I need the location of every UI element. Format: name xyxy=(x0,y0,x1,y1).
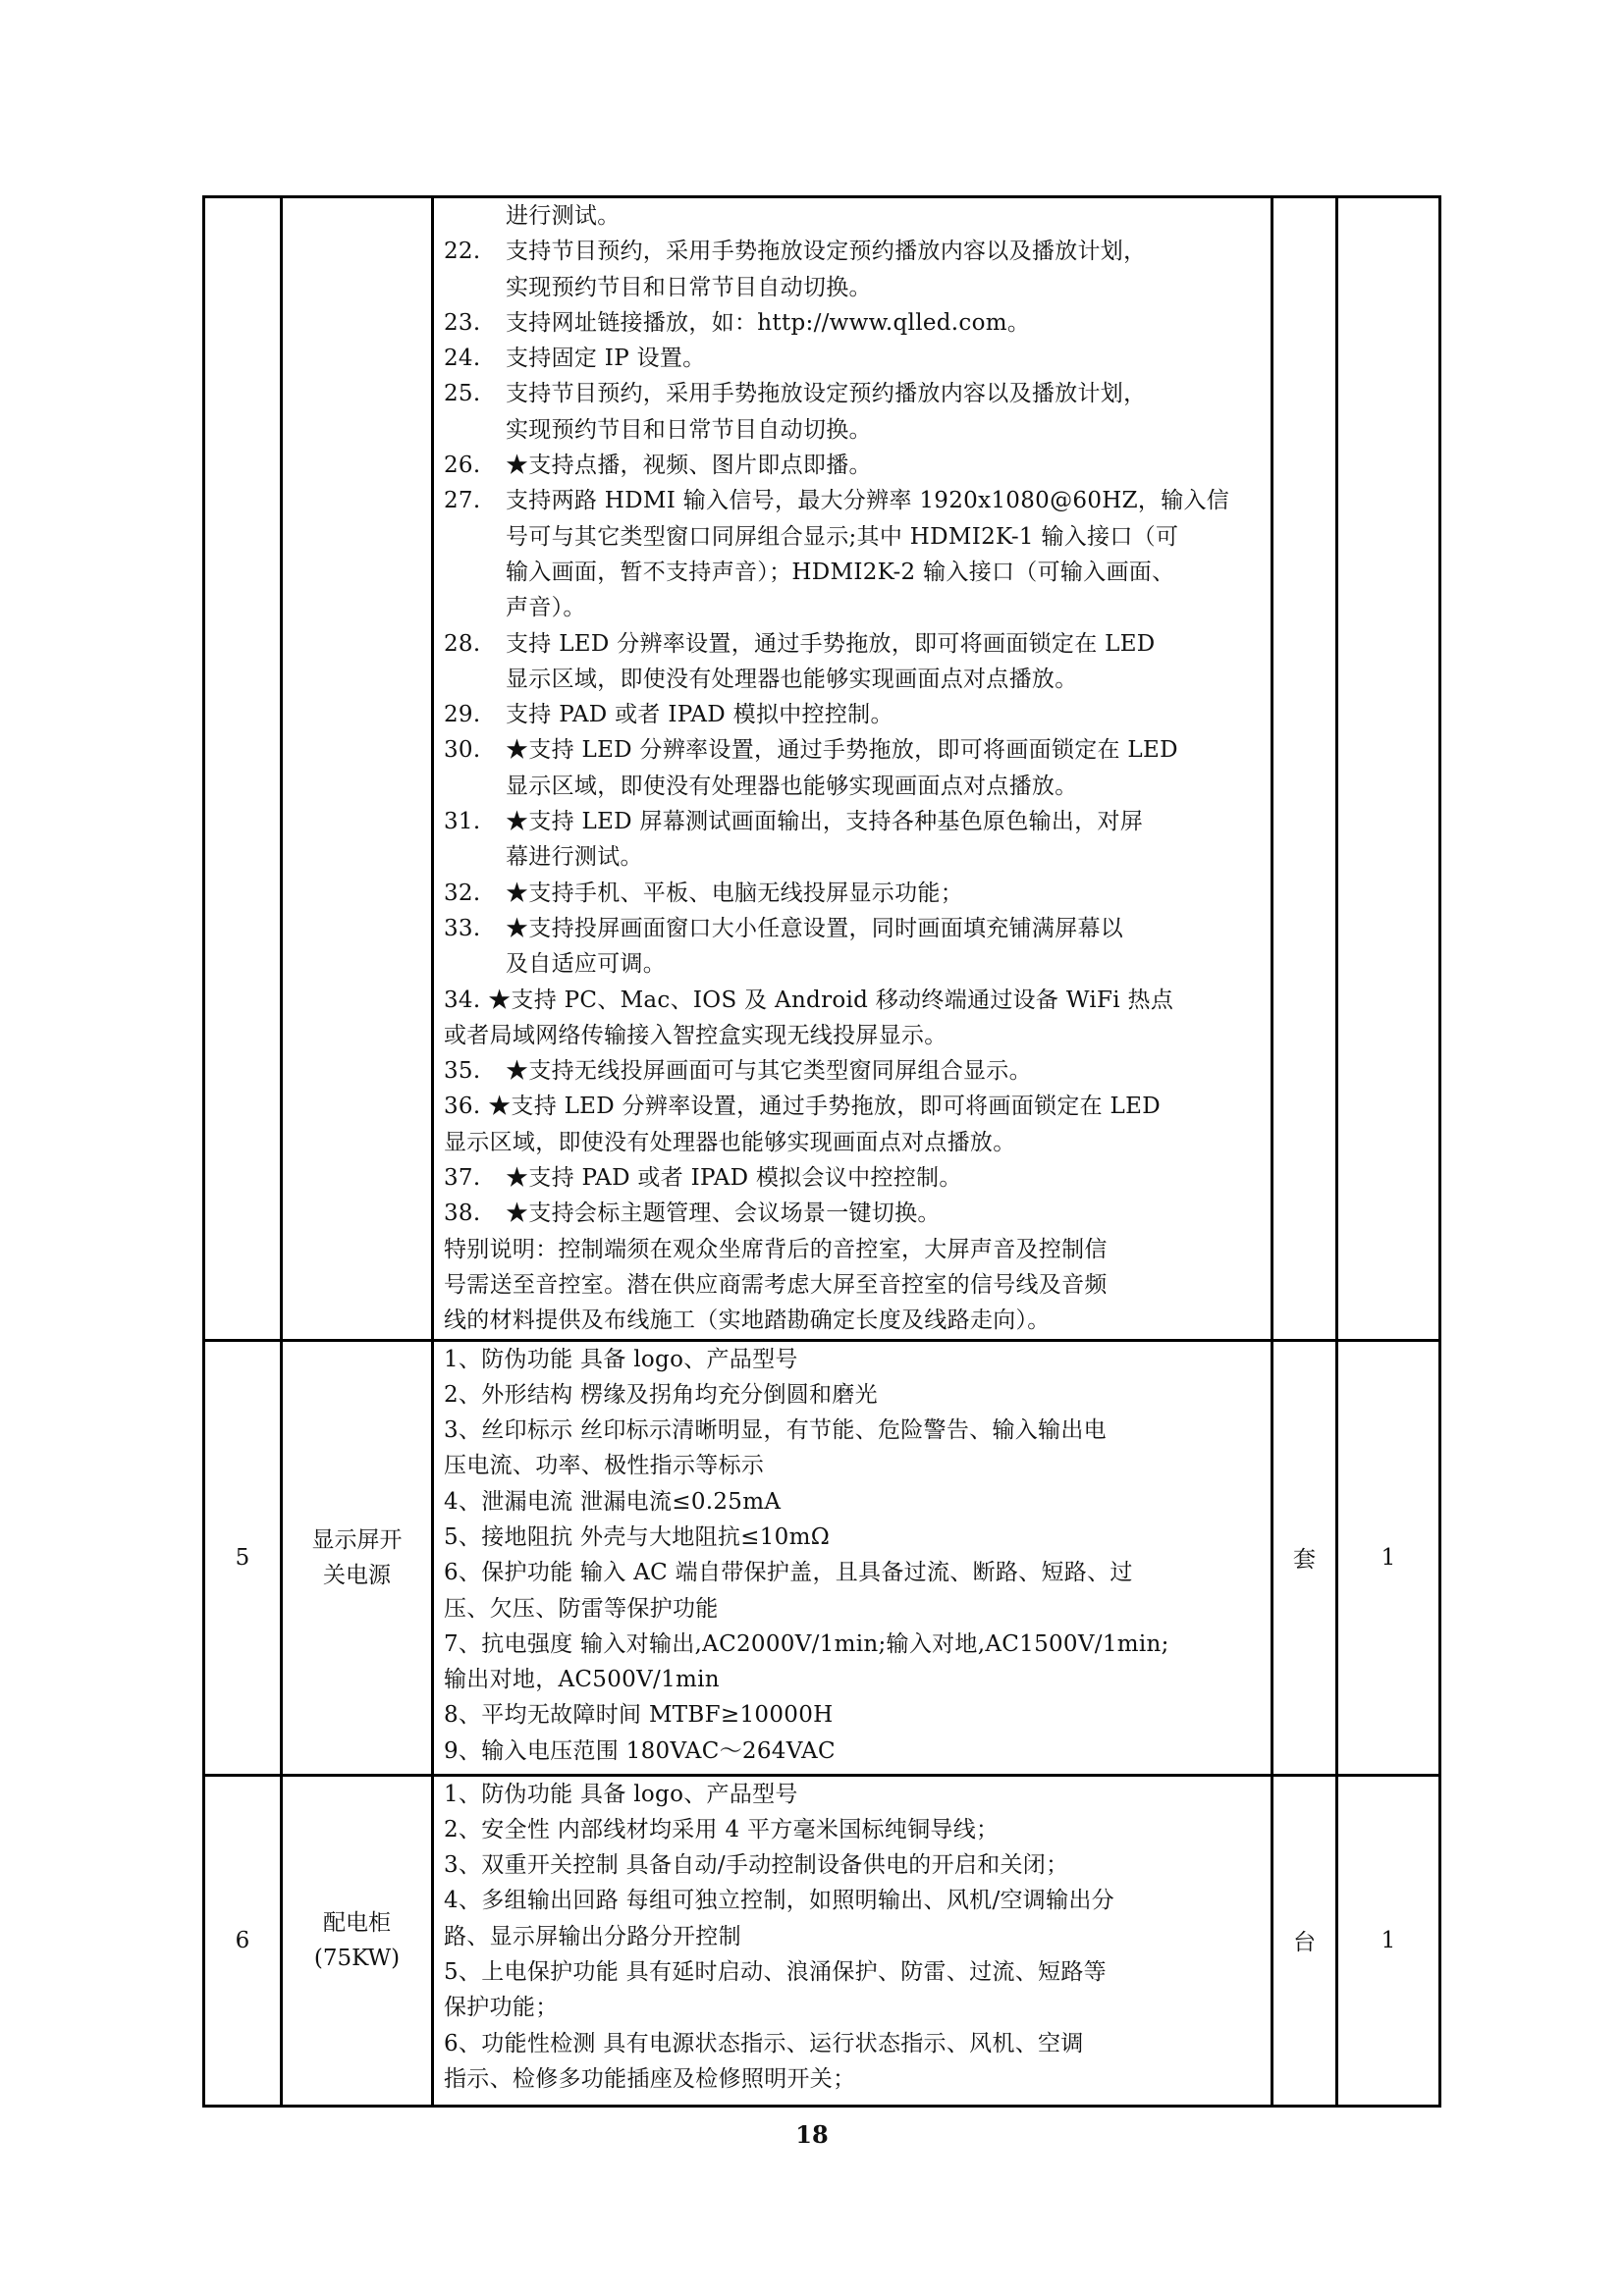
spec-line-text: ★支持手机、平板、电脑无线投屏显示功能； xyxy=(506,880,963,906)
spec-line xyxy=(444,1160,1257,1196)
spec-line-text: 3、丝印标示 丝印标示清晰明显，有节能、危险警告、输入输出电 xyxy=(444,1417,1107,1444)
spec-line-number: 28. xyxy=(444,630,481,657)
spec-line-text: ★支持 LED 分辨率设置，通过手势拖放，即可将画面锁定在 LED xyxy=(506,737,1178,764)
spec-line xyxy=(444,1448,1257,1483)
spec-line-number: 22. xyxy=(444,239,481,265)
spec-line xyxy=(444,1342,1257,1377)
unit-cell xyxy=(1272,197,1337,1341)
spec-line xyxy=(444,1954,1257,1990)
spec-line xyxy=(444,662,1257,697)
spec-line xyxy=(444,911,1257,946)
item-name-line: (75KW) xyxy=(313,1945,401,1971)
spec-line xyxy=(444,2061,1257,2097)
spec-line-text: 输出对地，AC500V/1min xyxy=(444,1667,720,1693)
spec-line-text: 6、保护功能 输入 AC 端自带保护盖，且具备过流、断路、短路、过 xyxy=(444,1560,1133,1586)
qty-cell: 1 xyxy=(1337,1775,1440,2106)
spec-line-text: 号需送至音控室。潜在供应商需考虑大屏至音控室的信号线及音频 xyxy=(444,1271,1108,1298)
spec-line-text: 进行测试。 xyxy=(506,203,621,229)
item-name-line: 关电源 xyxy=(323,1562,391,1588)
spec-line-text: ★支持点播，视频、图片即点即播。 xyxy=(506,453,872,479)
spec-line xyxy=(444,1053,1257,1089)
spec-line-number: 30. xyxy=(444,737,481,764)
spec-line-text: 3、双重开关控制 具备自动/手动控制设备供电的开启和关闭； xyxy=(444,1852,1069,1879)
spec-line xyxy=(444,1812,1257,1847)
spec-line-text: 压、欠压、防雷等保护功能 xyxy=(444,1595,719,1622)
table-row xyxy=(204,1340,1440,1775)
row-number-cell xyxy=(204,197,282,1341)
spec-line-text: 7、抗电强度 输入对输出,AC2000V/1min;输入对地,AC1500V/1min; xyxy=(444,1630,1169,1657)
spec-line-number: 38. xyxy=(444,1201,481,1227)
spec-line-text: 4、泄漏电流 泄漏电流≤0.25mA xyxy=(444,1488,782,1515)
qty-cell: 1 xyxy=(1337,1340,1440,1775)
spec-line xyxy=(444,234,1257,269)
spec-table xyxy=(202,195,1441,2108)
spec-line xyxy=(444,1125,1257,1160)
spec-line-number: 27. xyxy=(444,488,481,514)
page-number: 18 xyxy=(795,2120,829,2149)
spec-line-text: 支持节目预约，采用手势拖放设定预约播放内容以及播放计划， xyxy=(506,239,1147,265)
spec-line-text: 1、防伪功能 具备 logo、产品型号 xyxy=(444,1346,798,1372)
spec-line-text: ★支持投屏画面窗口大小任意设置，同时画面填充铺满屏幕以 xyxy=(506,915,1124,941)
spec-line xyxy=(444,2026,1257,2061)
spec-line xyxy=(444,1413,1257,1448)
spec-line-text: 指示、检修多功能插座及检修照明开关； xyxy=(444,2065,856,2092)
spec-line xyxy=(444,1777,1257,1812)
spec-lines xyxy=(444,198,1257,1339)
spec-line xyxy=(444,1484,1257,1520)
spec-line xyxy=(444,769,1257,804)
spec-line-text: ★支持会标主题管理、会议场景一键切换。 xyxy=(506,1201,941,1227)
spec-line xyxy=(444,1734,1257,1769)
spec-line-text: 5、上电保护功能 具有延时启动、浪涌保护、防雷、过流、短路等 xyxy=(444,1958,1107,1985)
spec-line xyxy=(444,804,1257,839)
spec-line xyxy=(444,1990,1257,2025)
spec-line-text: 支持节目预约，采用手势拖放设定预约播放内容以及播放计划， xyxy=(506,381,1147,407)
spec-line-text: 实现预约节目和日常节目自动切换。 xyxy=(506,416,872,443)
spec-line-text: 支持两路 HDMI 输入信号，最大分辨率 1920x1080@60HZ，输入信 xyxy=(506,488,1230,514)
spec-line xyxy=(444,448,1257,483)
spec-line xyxy=(444,590,1257,625)
spec-line-text: 幕进行测试。 xyxy=(506,844,643,871)
spec-line-text: 5、接地阻抗 外壳与大地阻抗≤10mΩ xyxy=(444,1523,831,1550)
spec-line xyxy=(444,198,1257,234)
spec-line-text: 6、功能性检测 具有电源状态指示、运行状态指示、风机、空调 xyxy=(444,2030,1084,2056)
spec-line-text: 支持固定 IP 设置。 xyxy=(506,346,706,372)
spec-line xyxy=(444,732,1257,768)
spec-line-number: 29. xyxy=(444,702,481,728)
spec-line xyxy=(444,876,1257,911)
spec-line xyxy=(444,1847,1257,1883)
spec-line-text: 显示区域，即使没有处理器也能够实现画面点对点播放。 xyxy=(506,666,1078,692)
item-name-line: 配电柜 xyxy=(323,1909,391,1936)
unit-cell: 台 xyxy=(1272,1775,1337,2106)
spec-line xyxy=(444,1196,1257,1231)
spec-line xyxy=(444,1267,1257,1303)
spec-line-text: 或者局域网络传输接入智控盒实现无线投屏显示。 xyxy=(444,1022,947,1048)
spec-line xyxy=(444,1232,1257,1267)
spec-line-text: 声音）。 xyxy=(506,595,586,621)
spec-line-number: 25. xyxy=(444,381,481,407)
spec-line-text: 34. ★支持 PC、Mac、IOS 及 Android 移动终端通过设备 WiFi 热点 xyxy=(444,987,1174,1013)
spec-line xyxy=(444,1018,1257,1053)
spec-cell xyxy=(433,197,1272,1341)
spec-line xyxy=(444,1662,1257,1697)
spec-cell xyxy=(433,1775,1272,2106)
spec-line-text: 支持网址链接播放，如：http://www.qlled.com。 xyxy=(506,309,1031,336)
spec-line xyxy=(444,697,1257,732)
spec-line-text: 号可与其它类型窗口同屏组合显示;其中 HDMI2K-1 输入接口（可 xyxy=(506,523,1179,550)
spec-line-text: 8、平均无故障时间 MTBF≥10000H xyxy=(444,1702,834,1729)
spec-lines xyxy=(444,1342,1257,1770)
table-row-continued xyxy=(204,197,1440,1341)
spec-line xyxy=(444,519,1257,555)
spec-cell xyxy=(433,1340,1272,1775)
spec-line-text: 实现预约节目和日常节目自动切换。 xyxy=(506,274,872,300)
spec-lines xyxy=(444,1777,1257,2098)
spec-line xyxy=(444,270,1257,305)
spec-line-number: 32. xyxy=(444,880,481,906)
spec-line-text: 4、多组输出回路 每组可独立控制，如照明输出、风机/空调输出分 xyxy=(444,1888,1114,1914)
spec-line-text: ★支持 PAD 或者 IPAD 模拟会议中控控制。 xyxy=(506,1165,962,1192)
spec-line xyxy=(444,483,1257,518)
spec-line-text: ★支持无线投屏画面可与其它类型窗同屏组合显示。 xyxy=(506,1058,1032,1085)
spec-line xyxy=(444,839,1257,875)
item-name-cell xyxy=(282,1340,433,1775)
spec-line xyxy=(444,1377,1257,1413)
spec-line xyxy=(444,1555,1257,1590)
item-name-cell xyxy=(282,197,433,1341)
spec-line-number: 33. xyxy=(444,915,481,941)
unit-cell: 套 xyxy=(1272,1340,1337,1775)
spec-line xyxy=(444,1697,1257,1733)
spec-line xyxy=(444,305,1257,341)
spec-line xyxy=(444,1520,1257,1555)
spec-line-text: 支持 LED 分辨率设置，通过手势拖放，即可将画面锁定在 LED xyxy=(506,630,1156,657)
spec-line-text: 显示区域，即使没有处理器也能够实现画面点对点播放。 xyxy=(506,773,1078,799)
spec-line xyxy=(444,1591,1257,1627)
spec-line xyxy=(444,1627,1257,1662)
spec-line-text: 特别说明：控制端须在观众坐席背后的音控室，大屏声音及控制信 xyxy=(444,1236,1108,1262)
spec-line-text: ★支持 LED 屏幕测试画面输出，支持各种基色原色输出，对屏 xyxy=(506,809,1144,835)
spec-line-text: 输入画面，暂不支持声音）；HDMI2K-2 输入接口（可输入画面、 xyxy=(506,559,1175,585)
spec-line xyxy=(444,1883,1257,1918)
item-name-cell xyxy=(282,1775,433,2106)
spec-line xyxy=(444,412,1257,448)
spec-line-text: 显示区域，即使没有处理器也能够实现画面点对点播放。 xyxy=(444,1129,1016,1155)
item-name-line: 显示屏开 xyxy=(311,1526,403,1553)
row-number-cell: 6 xyxy=(204,1775,282,2106)
spec-line-text: 压电流、功率、极性指示等标示 xyxy=(444,1453,765,1479)
spec-line-number: 37. xyxy=(444,1165,481,1192)
spec-line-number: 26. xyxy=(444,453,481,479)
spec-line xyxy=(444,1919,1257,1954)
spec-line-text: 支持 PAD 或者 IPAD 模拟中控控制。 xyxy=(506,702,893,728)
spec-line xyxy=(444,376,1257,411)
spec-line xyxy=(444,946,1257,982)
spec-line-number: 35. xyxy=(444,1058,481,1085)
spec-line-number: 24. xyxy=(444,346,481,372)
spec-line-text: 1、防伪功能 具备 logo、产品型号 xyxy=(444,1781,798,1807)
spec-line xyxy=(444,341,1257,376)
spec-line-text: 线的材料提供及布线施工（实地踏勘确定长度及线路走向）。 xyxy=(444,1308,1051,1334)
spec-line-text: 2、外形结构 楞缘及拐角均充分倒圆和磨光 xyxy=(444,1381,878,1408)
spec-line xyxy=(444,555,1257,590)
row-number-cell: 5 xyxy=(204,1340,282,1775)
spec-line-text: 2、安全性 内部线材均采用 4 平方毫米国标纯铜导线； xyxy=(444,1816,1000,1842)
spec-line xyxy=(444,983,1257,1018)
spec-line xyxy=(444,1089,1257,1124)
spec-line-text: 路、显示屏输出分路分开控制 xyxy=(444,1923,741,1949)
spec-line-number: 31. xyxy=(444,809,481,835)
qty-cell xyxy=(1337,197,1440,1341)
spec-line-text: 保护功能； xyxy=(444,1995,559,2021)
table-row xyxy=(204,1775,1440,2106)
spec-line-text: 及自适应可调。 xyxy=(506,951,667,978)
spec-line-number: 23. xyxy=(444,309,481,336)
spec-line-text: 36. ★支持 LED 分辨率设置，通过手势拖放，即可将画面锁定在 LED xyxy=(444,1094,1161,1120)
spec-line xyxy=(444,626,1257,662)
spec-line xyxy=(444,1303,1257,1338)
spec-line-text: 9、输入电压范围 180VAC～264VAC xyxy=(444,1737,836,1764)
